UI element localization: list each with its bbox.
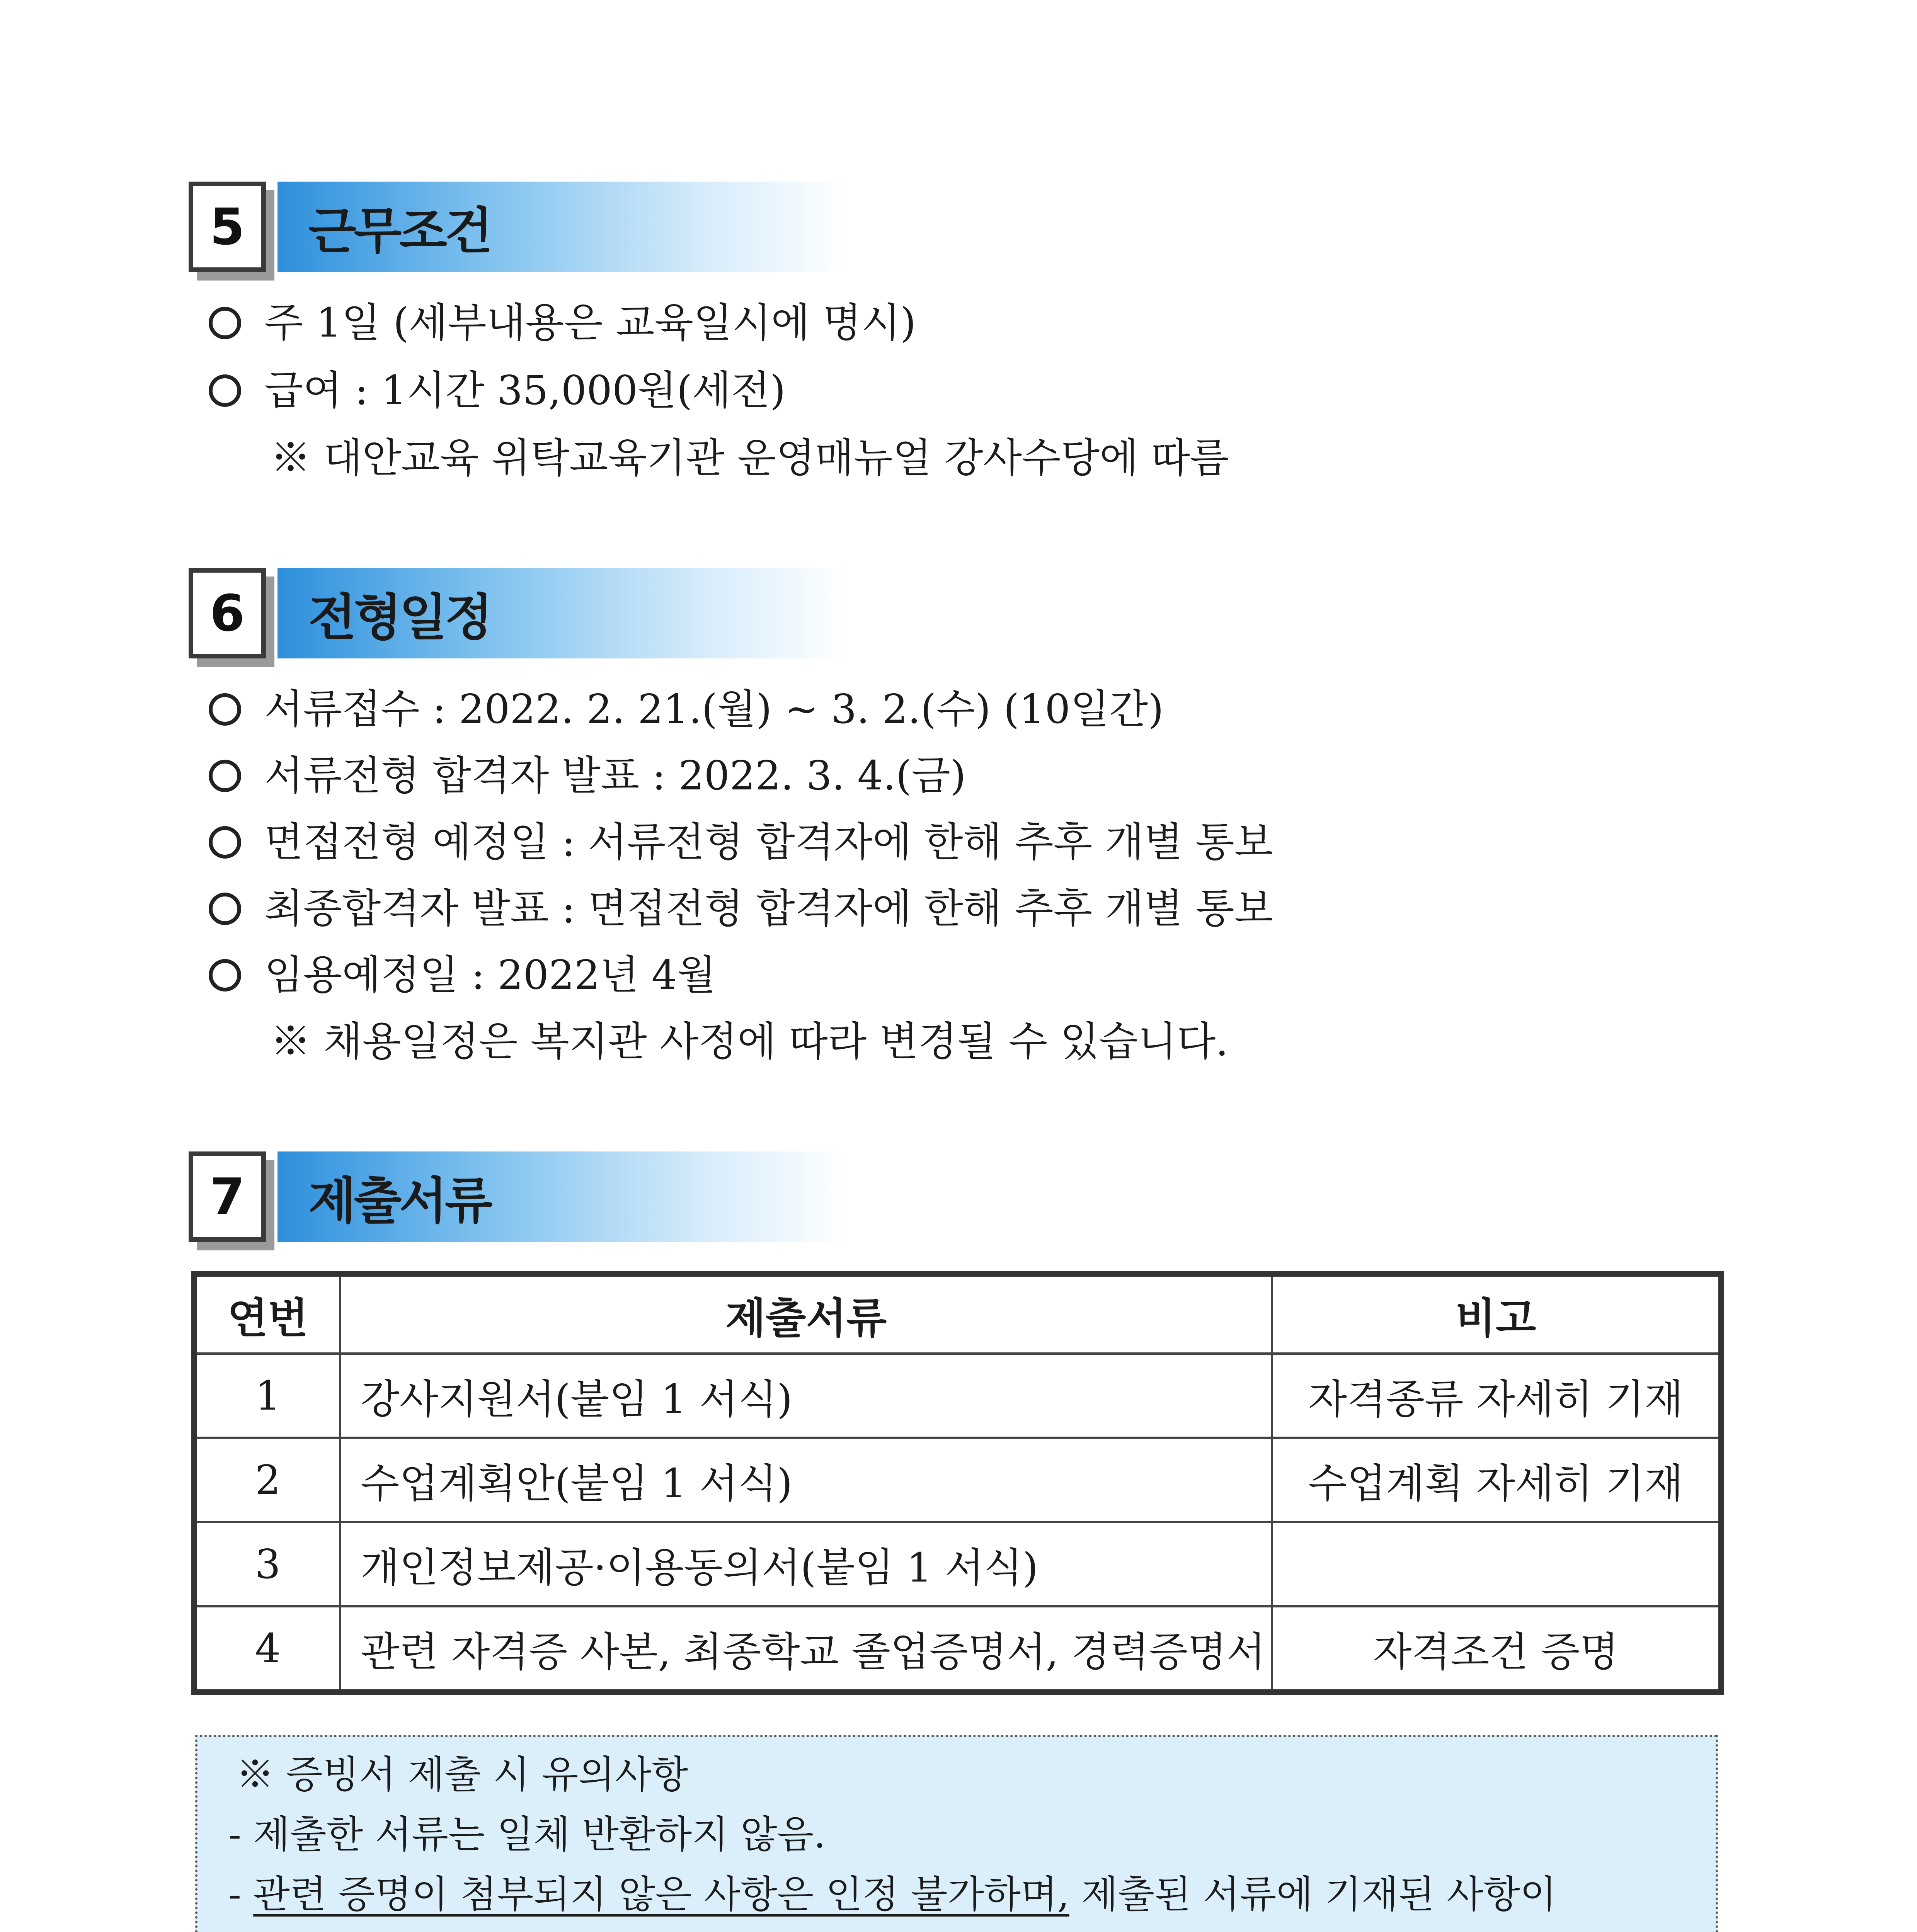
cell-note: 자격조건 증명	[1272, 1606, 1721, 1692]
section-title: 전형일정	[308, 589, 490, 646]
list-item	[209, 817, 1273, 867]
list-item	[209, 365, 786, 415]
cell-note	[1272, 1522, 1721, 1606]
cell-no: 3	[194, 1522, 340, 1606]
circle-bullet-icon	[209, 826, 241, 859]
list-item	[209, 298, 916, 348]
notice-line: - 제출한 서류는 일체 반환하지 않음.	[228, 1813, 826, 1857]
notice-heading: ※ 증빙서 제출 시 유의사항	[236, 1753, 688, 1797]
notice-text: -	[228, 1872, 254, 1917]
cell-doc: 개인정보제공·이용동의서(붙임 1 서식)	[340, 1522, 1272, 1606]
section-title-bar	[278, 1151, 846, 1242]
cell-doc: 관련 자격증 사본, 최종학교 졸업증명서, 경력증명서	[340, 1606, 1272, 1692]
notice-line	[228, 1865, 1556, 1924]
list-item	[209, 750, 966, 801]
list-item-text: 면접전형 예정일 : 서류전형 합격자에 한해 추후 개별 통보	[264, 818, 1273, 866]
circle-bullet-icon	[209, 307, 241, 339]
cell-note: 자격종류 자세히 기재	[1272, 1354, 1721, 1438]
list-item-text: 서류전형 합격자 발표 : 2022. 3. 4.(금)	[264, 752, 966, 799]
column-header-no: 연번	[194, 1274, 340, 1354]
list-item	[209, 684, 1164, 734]
notice-line	[205, 1925, 875, 1932]
documents-table	[191, 1271, 1724, 1695]
section-number: 7	[189, 1151, 266, 1242]
cell-note: 수업계획 자세히 기재	[1272, 1438, 1721, 1522]
column-header-doc: 제출서류	[340, 1274, 1272, 1354]
cell-no: 2	[194, 1438, 340, 1522]
cell-no: 4	[194, 1606, 340, 1692]
table-header-row	[194, 1274, 1721, 1354]
list-item-text: 급여 : 1시간 35,000원(세전)	[264, 367, 786, 414]
circle-bullet-icon	[209, 693, 241, 726]
list-item-text: 서류접수 : 2022. 2. 21.(월) ~ 3. 2.(수) (10일간)	[264, 685, 1164, 733]
list-item-text: 임용예정일 : 2022년 4월	[264, 951, 716, 998]
circle-bullet-icon	[209, 893, 241, 925]
section-6-header	[189, 568, 846, 657]
circle-bullet-icon	[209, 760, 241, 792]
list-item-text: 최종합격자 발표 : 면접전형 합격자에 한해 추후 개별 통보	[264, 885, 1273, 932]
table-row	[194, 1522, 1721, 1606]
table-row	[194, 1438, 1721, 1522]
section-number: 6	[189, 568, 266, 658]
circle-bullet-icon	[209, 374, 241, 407]
section-7-header	[189, 1151, 846, 1240]
cell-no: 1	[194, 1354, 340, 1438]
list-item	[209, 883, 1273, 934]
cell-doc: 강사지원서(붙임 1 서식)	[340, 1354, 1272, 1438]
section-title-bar	[278, 182, 846, 272]
notice-box	[195, 1735, 1718, 1932]
section-title: 제출서류	[308, 1172, 490, 1230]
table-row	[194, 1354, 1721, 1438]
list-item-text: 주 1일 (세부내용은 교육일시에 명시)	[264, 299, 916, 346]
section-5-header	[189, 182, 846, 270]
cell-doc: 수업계획안(붙임 1 서식)	[340, 1438, 1272, 1522]
note-text: ※ 채용일정은 복지관 사정에 따라 변경될 수 있습니다.	[271, 1018, 1229, 1065]
column-header-note: 비고	[1272, 1274, 1721, 1354]
table-row	[194, 1606, 1721, 1692]
section-number: 5	[189, 182, 266, 272]
section-title: 근무조건	[308, 202, 490, 260]
notice-underlined-text: 관련 증명이 첨부되지 않은 사항은 인정 불가하며,	[253, 1872, 1069, 1917]
section-title-bar	[278, 568, 846, 658]
notice-text: 제출된 서류에 기재된 사항이	[1069, 1872, 1557, 1917]
note-text: ※ 대안교육 위탁교육기관 운영매뉴얼 강사수당에 따름	[271, 434, 1229, 481]
list-item	[209, 950, 716, 1000]
circle-bullet-icon	[209, 959, 241, 992]
